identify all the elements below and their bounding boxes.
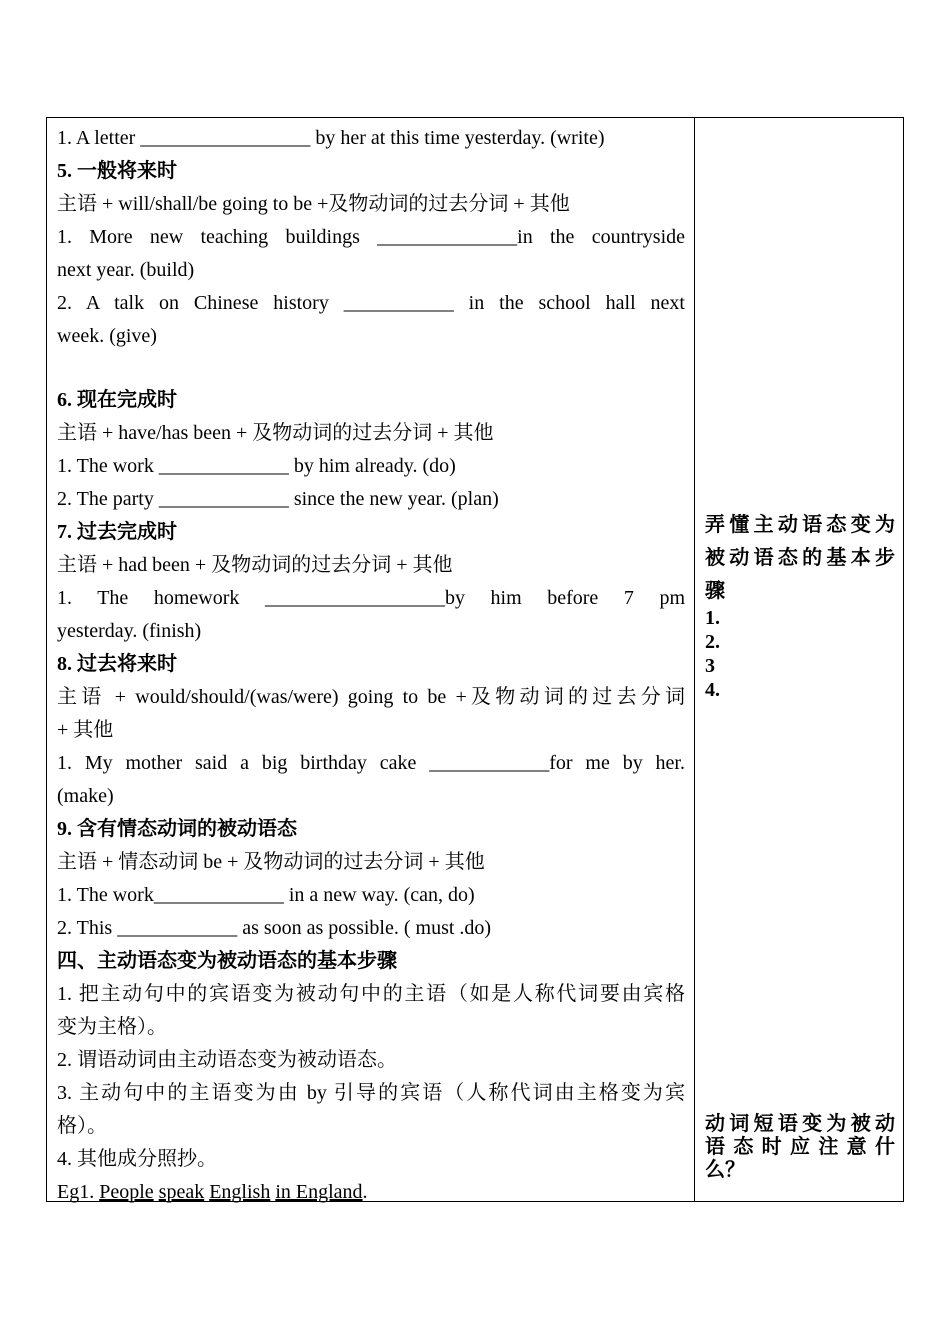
example-line xyxy=(57,1180,685,1204)
step-line: 4. 其他成分照抄。 xyxy=(57,1148,217,1170)
goal-note: 骤 xyxy=(705,578,725,602)
exercise-line: 1. The homework __________________by him before 7 pm xyxy=(57,587,685,609)
exercise-line: 1. A letter _________________ by her at this time yesterday. (write) xyxy=(57,127,605,149)
formula-line: 主语 + have/has been + 及物动词的过去分词 + 其他 xyxy=(57,422,494,444)
formula-line: 主语 + will/shall/be going to be +及物动词的过去分词 + 其他 xyxy=(57,193,570,215)
section-heading-past-perfect: 7. 过去完成时 xyxy=(57,521,177,543)
step-line: 格）。 xyxy=(57,1115,107,1137)
section-heading-present-perfect: 6. 现在完成时 xyxy=(57,389,177,411)
example-prefix: Eg1. xyxy=(57,1181,100,1203)
example-subject: People xyxy=(99,1181,154,1203)
exercise-line: next year. (build) xyxy=(57,259,195,281)
exercise-line: 1. More new teaching buildings ______________in the countryside xyxy=(57,226,685,248)
step-number: 1. xyxy=(705,607,720,629)
exercise-line: week. (give) xyxy=(57,325,157,347)
step-number: 4. xyxy=(705,679,720,701)
question-note: 动词短语变为被动 xyxy=(705,1111,895,1135)
exercise-line: yesterday. (finish) xyxy=(57,620,202,642)
goal-note: 被动语态的基本步 xyxy=(705,545,895,569)
content-column xyxy=(47,118,695,1201)
step-line: 1. 把主动句中的宾语变为被动句中的主语（如是人称代词要由宾格 xyxy=(57,983,685,1005)
section-heading-simple-future: 5. 一般将来时 xyxy=(57,160,177,182)
formula-line: 主语 + had been + 及物动词的过去分词 + 其他 xyxy=(57,554,453,576)
exercise-line: 1. The work _____________ by him already. (do) xyxy=(57,455,456,477)
section-heading-past-future: 8. 过去将来时 xyxy=(57,653,177,675)
example-end: . xyxy=(362,1181,368,1203)
step-line: 2. 谓语动词由主动语态变为被动语态。 xyxy=(57,1049,397,1071)
exercise-line: 1. The work_____________ in a new way. (can, do) xyxy=(57,884,475,906)
formula-line: 主语 + 情态动词 be + 及物动词的过去分词 + 其他 xyxy=(57,851,485,873)
example-verb: speak xyxy=(158,1181,205,1203)
exercise-line: (make) xyxy=(57,785,114,807)
exercise-line: 1. My mother said a big birthday cake ____________for me by her. xyxy=(57,752,685,774)
question-note: 语态时应注意什 xyxy=(705,1134,895,1158)
step-line: 变为主格）。 xyxy=(57,1016,167,1038)
formula-line: 主语 + would/should/(was/were) going to be +及物动词的过去分词 xyxy=(57,686,685,708)
example-object: English xyxy=(209,1181,271,1203)
section-heading-modal-passive: 9. 含有情态动词的被动语态 xyxy=(57,818,297,840)
example-adverbial: in England xyxy=(275,1181,363,1203)
question-note: 么？ xyxy=(705,1157,745,1181)
formula-line: + 其他 xyxy=(57,719,114,741)
step-number: 2. xyxy=(705,631,720,653)
step-number: 3 xyxy=(705,655,715,677)
lesson-table xyxy=(46,117,904,1202)
notes-column xyxy=(695,118,903,1201)
exercise-line: 2. A talk on Chinese history ___________ in the school hall next xyxy=(57,292,685,314)
step-line: 3. 主动句中的主语变为由 by 引导的宾语（人称代词由主格变为宾 xyxy=(57,1082,685,1104)
section-heading-steps: 四、主动语态变为被动语态的基本步骤 xyxy=(57,950,397,972)
goal-note: 弄懂主动语态变为 xyxy=(705,512,895,536)
exercise-line: 2. This ____________ as soon as possible. ( must .do) xyxy=(57,917,492,939)
exercise-line: 2. The party _____________ since the new year. (plan) xyxy=(57,488,499,510)
